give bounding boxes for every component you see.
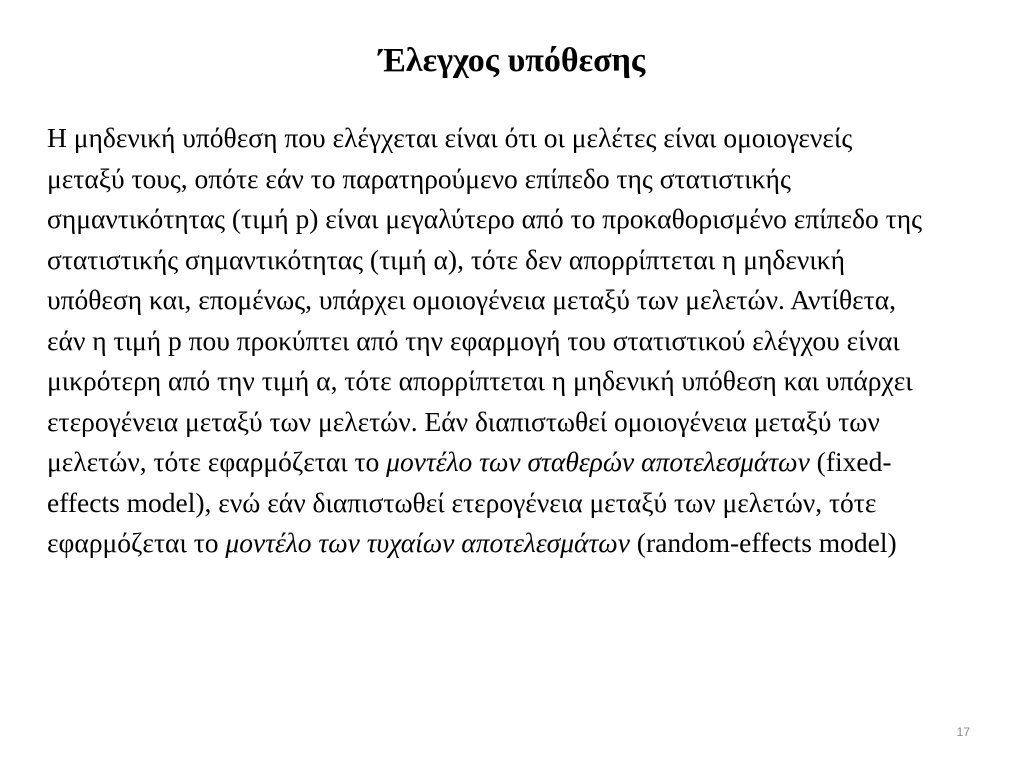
fixed-effects-term: μοντέλο των σταθερών αποτελεσμάτων bbox=[386, 446, 810, 477]
body-text-segment: (fixed-effects model), ενώ εάν διαπιστωθεί ετερογένεια μεταξύ των μελετών, τότε εφαρμόζεται το bbox=[47, 446, 892, 558]
slide-title: Έλεγχος υπόθεσης bbox=[378, 42, 646, 79]
body-text-segment: (random-effects model) bbox=[629, 527, 897, 558]
body-text-segment: Η μηδενική υπόθεση που ελέγχεται είναι ότι οι μελέτες είναι ομοιογενείς μεταξύ τους, οπότε εάν το παρατηρούμενο επίπεδο της στατιστικής σημαντικότητας (τιμή p) είναι μεγαλύτερο από το προκαθορισμένο επίπεδο της στατιστικής σημαντικότητας (τιμή α), τότε δεν απορρίπτεται η μηδενική υπόθεση και, επομένως, υπάρχει ομοιογένεια μεταξύ των μελετών. Αντίθετα, εάν η τιμή p που προκύπτει από την εφαρμογή του στατιστικού ελέγχου είναι μικρότερη από την τιμή α, τότε απορρίπτεται η μηδενική υπόθεση και υπάρχει ετερογένεια μεταξύ των μελετών. Εάν διαπιστωθεί ομοιογένεια μεταξύ των μελετών, τότε εφαρμόζεται το bbox=[47, 122, 922, 477]
slide-body-text bbox=[47, 118, 929, 564]
random-effects-term: μοντέλο των τυχαίων αποτελεσμάτων bbox=[225, 527, 630, 558]
slide-number: 17 bbox=[956, 725, 970, 739]
